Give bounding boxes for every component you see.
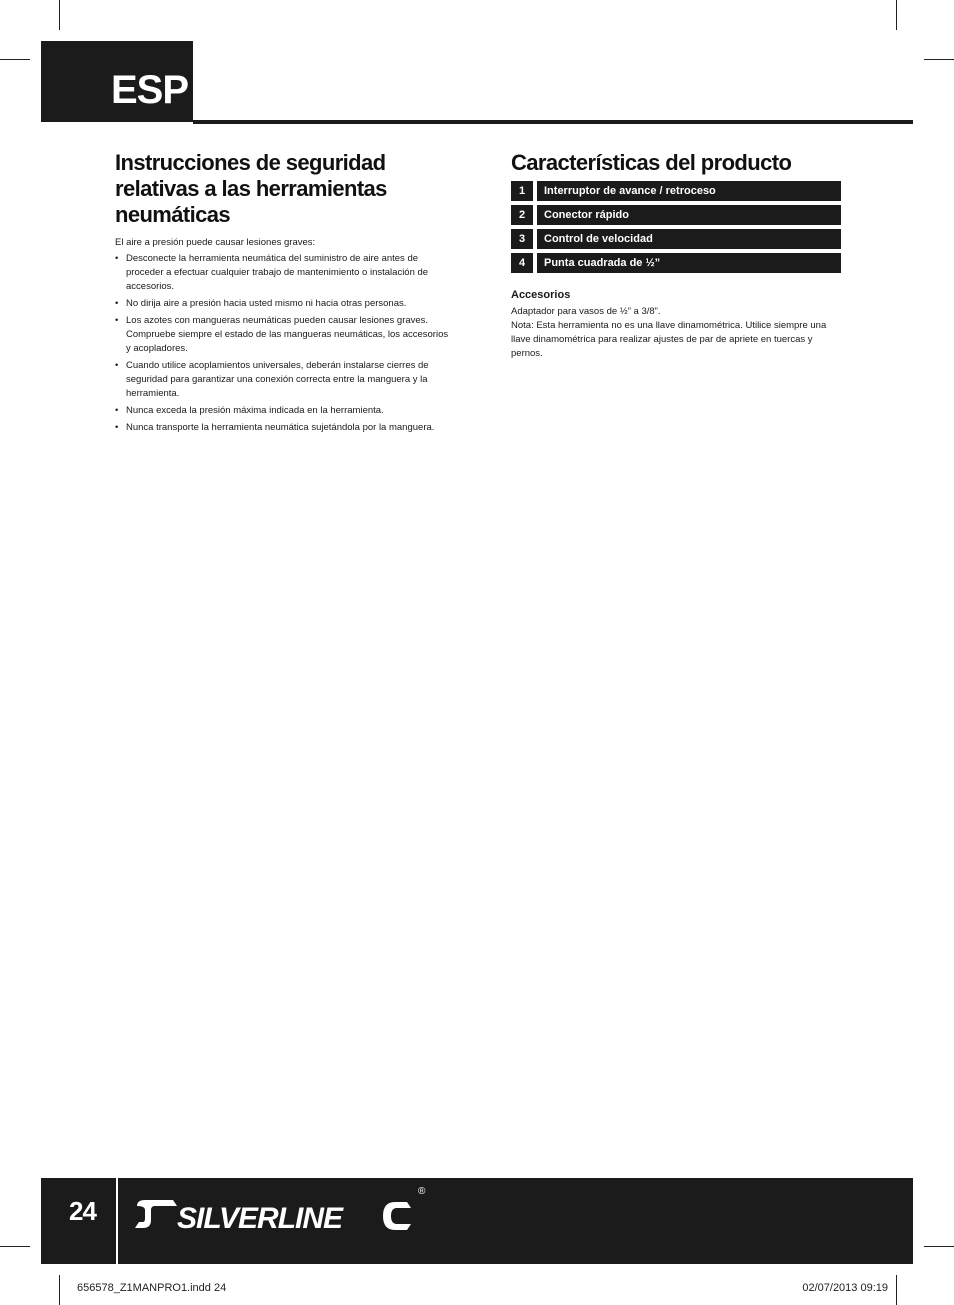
feature-number: 3 [511,229,533,249]
bullet-icon: • [115,405,119,416]
crop-mark-bottom-right [896,1275,897,1305]
feature-row [511,229,841,249]
safety-title: Instrucciones de seguridad relativas a las herramientas neumáticas [115,150,387,227]
language-tab [41,41,193,122]
crop-mark-bottom-left [59,1275,60,1305]
feature-label: Control de velocidad [537,229,841,249]
language-code: ESP [111,68,189,112]
bullet-icon: • [115,422,119,433]
accessories-text: Adaptador para vasos de ½” a 3/8”. [511,306,661,317]
feature-row [511,181,841,201]
page-number: 24 [69,1196,96,1226]
list-item [115,421,450,435]
bullet-icon: • [115,315,119,326]
bullet-icon: • [115,253,119,264]
crop-mark-top-left [0,59,30,60]
bullet-text: Nunca transporte la herramienta neumática sujetándola por la manguera. [126,422,435,433]
footer-bar [41,1178,913,1264]
feature-number: 4 [511,253,533,273]
crop-mark-top-right [924,59,954,60]
safety-bullet-list [115,252,450,435]
feature-label: Interruptor de avance / retroceso [537,181,841,201]
list-item [115,314,450,356]
print-slug-file: 656578_Z1MANPRO1.indd 24 [77,1282,227,1294]
feature-number: 1 [511,181,533,201]
bullet-text: Los azotes con mangueras neumáticas pueden causar lesiones graves. Compruebe siempre el estado de las mangueras neumáticas, los accesorios y acopladores. [126,315,449,354]
bullet-text: Cuando utilice acoplamientos universales, deberán instalarse cierres de seguridad para garantizar una conexión correcta entre la manguera y la herramienta. [126,360,429,399]
list-item [115,252,450,294]
crop-mark-top-right [896,0,897,30]
crop-mark-bottom-right [924,1246,954,1247]
footer-divider [116,1178,118,1264]
registered-mark: ® [418,1186,426,1197]
accessories-note: Nota: Esta herramienta no es una llave dinamométrica. Utilice siempre una llave dinamométrica para realizar ajustes de par de apriete en tuercas y pernos. [511,320,827,359]
crop-mark-top-left [59,0,60,30]
safety-section [115,150,450,438]
svg-text:SILVERLINE: SILVERLINE [177,1202,343,1235]
feature-label: Conector rápido [537,205,841,225]
list-item [115,297,450,311]
list-item [115,359,450,401]
header-rule [193,120,913,124]
bullet-icon: • [115,298,119,309]
safety-intro: El aire a presión puede causar lesiones graves: [115,237,316,248]
features-title: Características del producto [511,150,792,175]
features-section [511,150,841,361]
bullet-text: No dirija aire a presión hacia usted mismo ni hacia otras personas. [126,298,407,309]
crop-mark-bottom-left [0,1246,30,1247]
feature-row [511,253,841,273]
accessories-title: Accesorios [511,289,571,301]
feature-label: Punta cuadrada de ½” [537,253,841,273]
bullet-icon: • [115,360,119,371]
feature-row [511,205,841,225]
list-item [115,404,450,418]
feature-number: 2 [511,205,533,225]
bullet-text: Desconecte la herramienta neumática del suministro de aire antes de proceder a efectuar cualquier trabajo de mantenimiento o instalación de accesorios. [126,253,429,292]
silverline-logo [133,1186,433,1246]
bullet-text: Nunca exceda la presión máxima indicada en la herramienta. [126,405,384,416]
print-slug-date: 02/07/2013 09:19 [802,1282,888,1294]
